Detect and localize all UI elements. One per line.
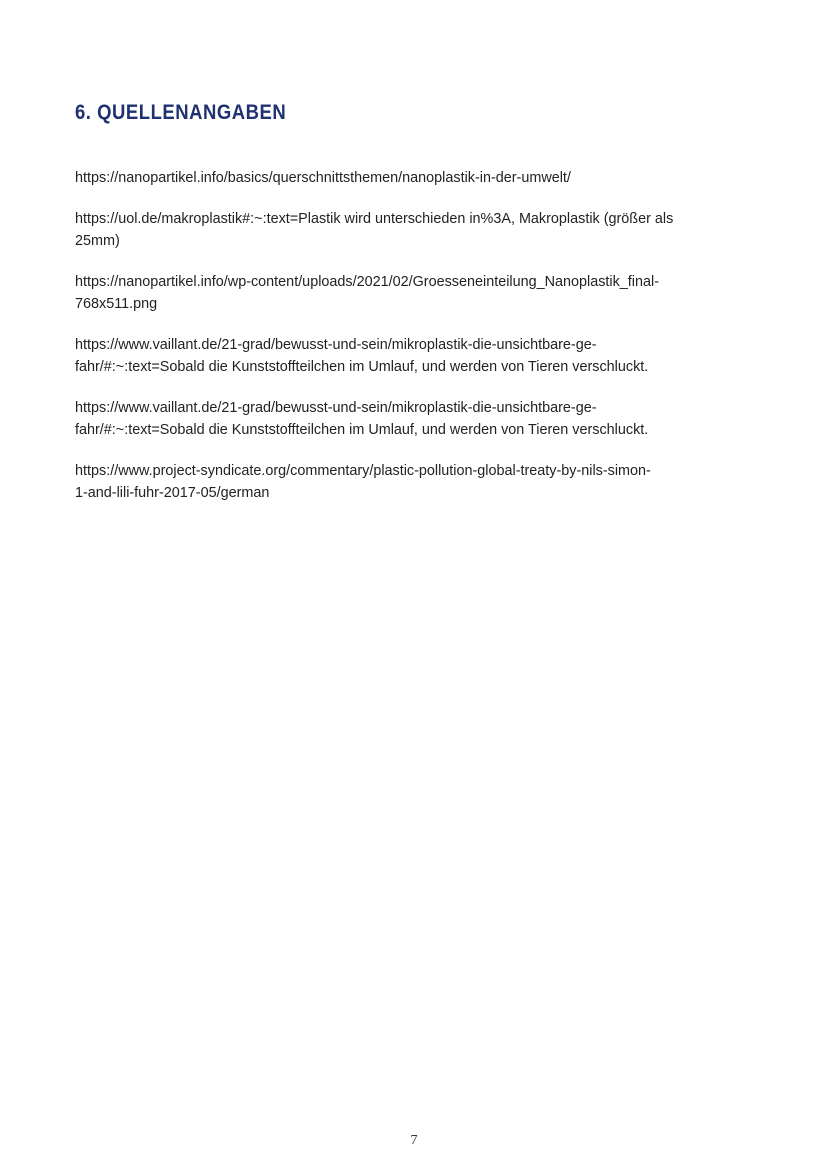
- reference-line: fahr/#:~:text=Sobald die Kunststoffteilchen im Umlauf, und werden von Tieren verschluckt.: [75, 359, 649, 375]
- reference-item: [75, 271, 760, 315]
- reference-line: https://uol.de/makroplastik#:~:text=Plastik wird unterschieden in%3A, Makroplastik (größer als: [75, 211, 674, 227]
- reference-line: https://www.vaillant.de/21-grad/bewusst-und-sein/mikroplastik-die-unsichtbare-ge-: [75, 337, 597, 353]
- reference-list: [75, 167, 760, 523]
- reference-line: 25mm): [75, 233, 120, 249]
- reference-item: [75, 334, 760, 378]
- reference-line: fahr/#:~:text=Sobald die Kunststoffteilchen im Umlauf, und werden von Tieren verschluckt.: [75, 422, 649, 438]
- reference-line: https://nanopartikel.info/wp-content/uploads/2021/02/Groesseneinteilung_Nanoplastik_final-: [75, 274, 660, 290]
- reference-line: 768x511.png: [75, 296, 158, 312]
- reference-item: [75, 460, 760, 504]
- reference-line: https://nanopartikel.info/basics/querschnittsthemen/nanoplastik-in-der-umwelt/: [75, 170, 571, 186]
- reference-line: 1-and-lili-fuhr-2017-05/german: [75, 485, 270, 501]
- page-number: 7: [410, 1133, 418, 1148]
- section-heading: 6. QUELLENANGABEN: [75, 101, 287, 124]
- reference-line: https://www.project-syndicate.org/commentary/plastic-pollution-global-treaty-by-nils-simon-: [75, 463, 651, 479]
- reference-line: https://www.vaillant.de/21-grad/bewusst-und-sein/mikroplastik-die-unsichtbare-ge-: [75, 400, 597, 416]
- reference-item: [75, 167, 760, 189]
- reference-item: [75, 208, 760, 252]
- reference-item: [75, 397, 760, 441]
